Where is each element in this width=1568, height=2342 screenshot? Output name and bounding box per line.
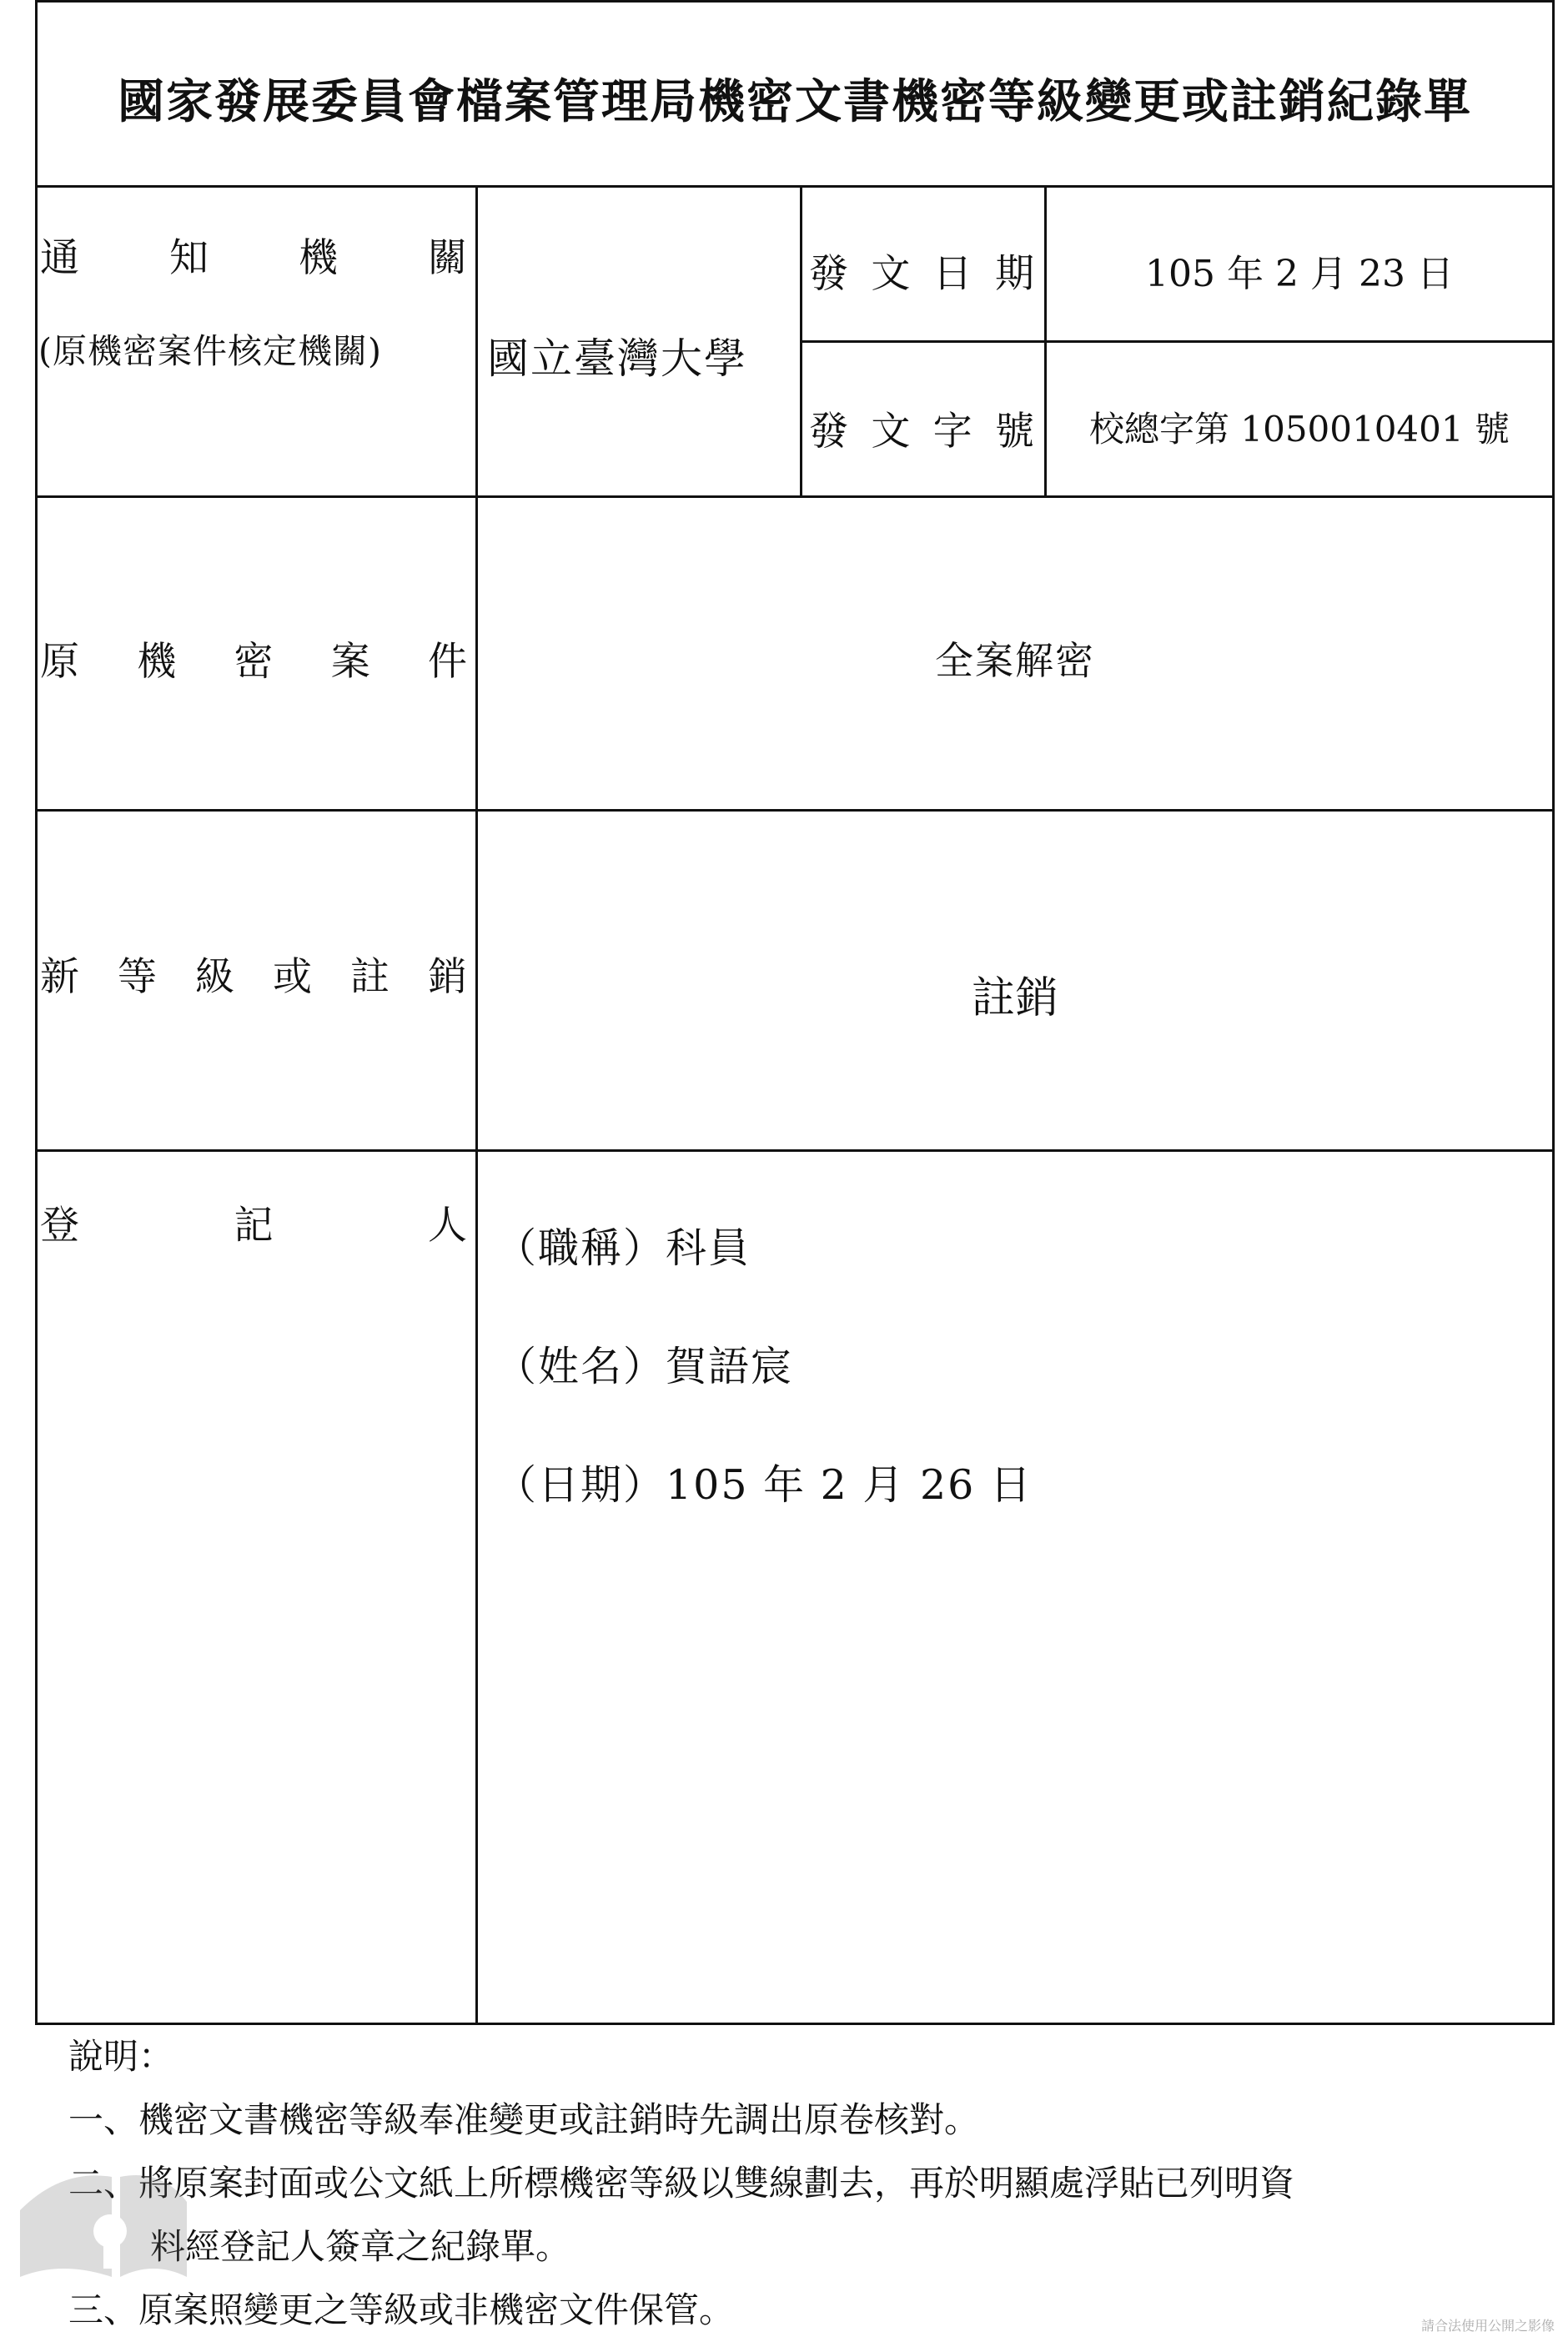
issue-number-value: 校總字第 1050010401 號 <box>1089 409 1510 450</box>
registrar-name-line: （姓名）賀語宸 <box>495 1343 794 1390</box>
original-case-label: 原 機 密 案 件 <box>40 639 467 685</box>
archive-logo-icon <box>12 2152 195 2285</box>
registrar-title-line: （職稱）科員 <box>495 1224 751 1272</box>
footer-stamp: 請合法使用公開之影像 <box>1420 2318 1555 2334</box>
original-case-value: 全案解密 <box>935 638 1095 683</box>
notes-item-2: 二、將原案封面或公文紙上所標機密等級以雙線劃去，再於明顯處浮貼已列明資 <box>68 2163 1295 2204</box>
record-form <box>35 0 1555 2025</box>
registrar-label: 登 記 人 <box>40 1203 467 1249</box>
new-level-value: 註銷 <box>971 973 1058 1023</box>
issue-date-label: 發 文 日 期 <box>809 251 1034 297</box>
notes-item-3: 三、原案照變更之等級或非機密文件保管。 <box>68 2289 735 2330</box>
notes-item-2-continued: 料經登記人簽章之紀錄單。 <box>150 2226 571 2267</box>
notifying-agency-sublabel: (原機密案件核定機關) <box>38 331 382 371</box>
notes-section <box>68 2025 1553 2342</box>
form-title: 國家發展委員會檔案管理局機密文書機密等級變更或註銷紀錄單 <box>118 75 1472 129</box>
notifying-agency-value: 國立臺灣大學 <box>487 334 747 383</box>
issue-date-value: 105 年 2 月 23 日 <box>1145 253 1454 295</box>
notifying-agency-label: 通 知 機 關 <box>40 235 467 281</box>
notes-heading: 說明： <box>68 2036 174 2077</box>
issue-number-label: 發 文 字 號 <box>809 409 1034 455</box>
new-level-label: 新 等 級 或 註 銷 <box>40 954 467 1000</box>
notes-item-1: 一、機密文書機密等級奉准變更或註銷時先調出原卷核對。 <box>68 2099 980 2140</box>
registrar-date-line: （日期）105 年 2 月 26 日 <box>495 1461 1033 1509</box>
